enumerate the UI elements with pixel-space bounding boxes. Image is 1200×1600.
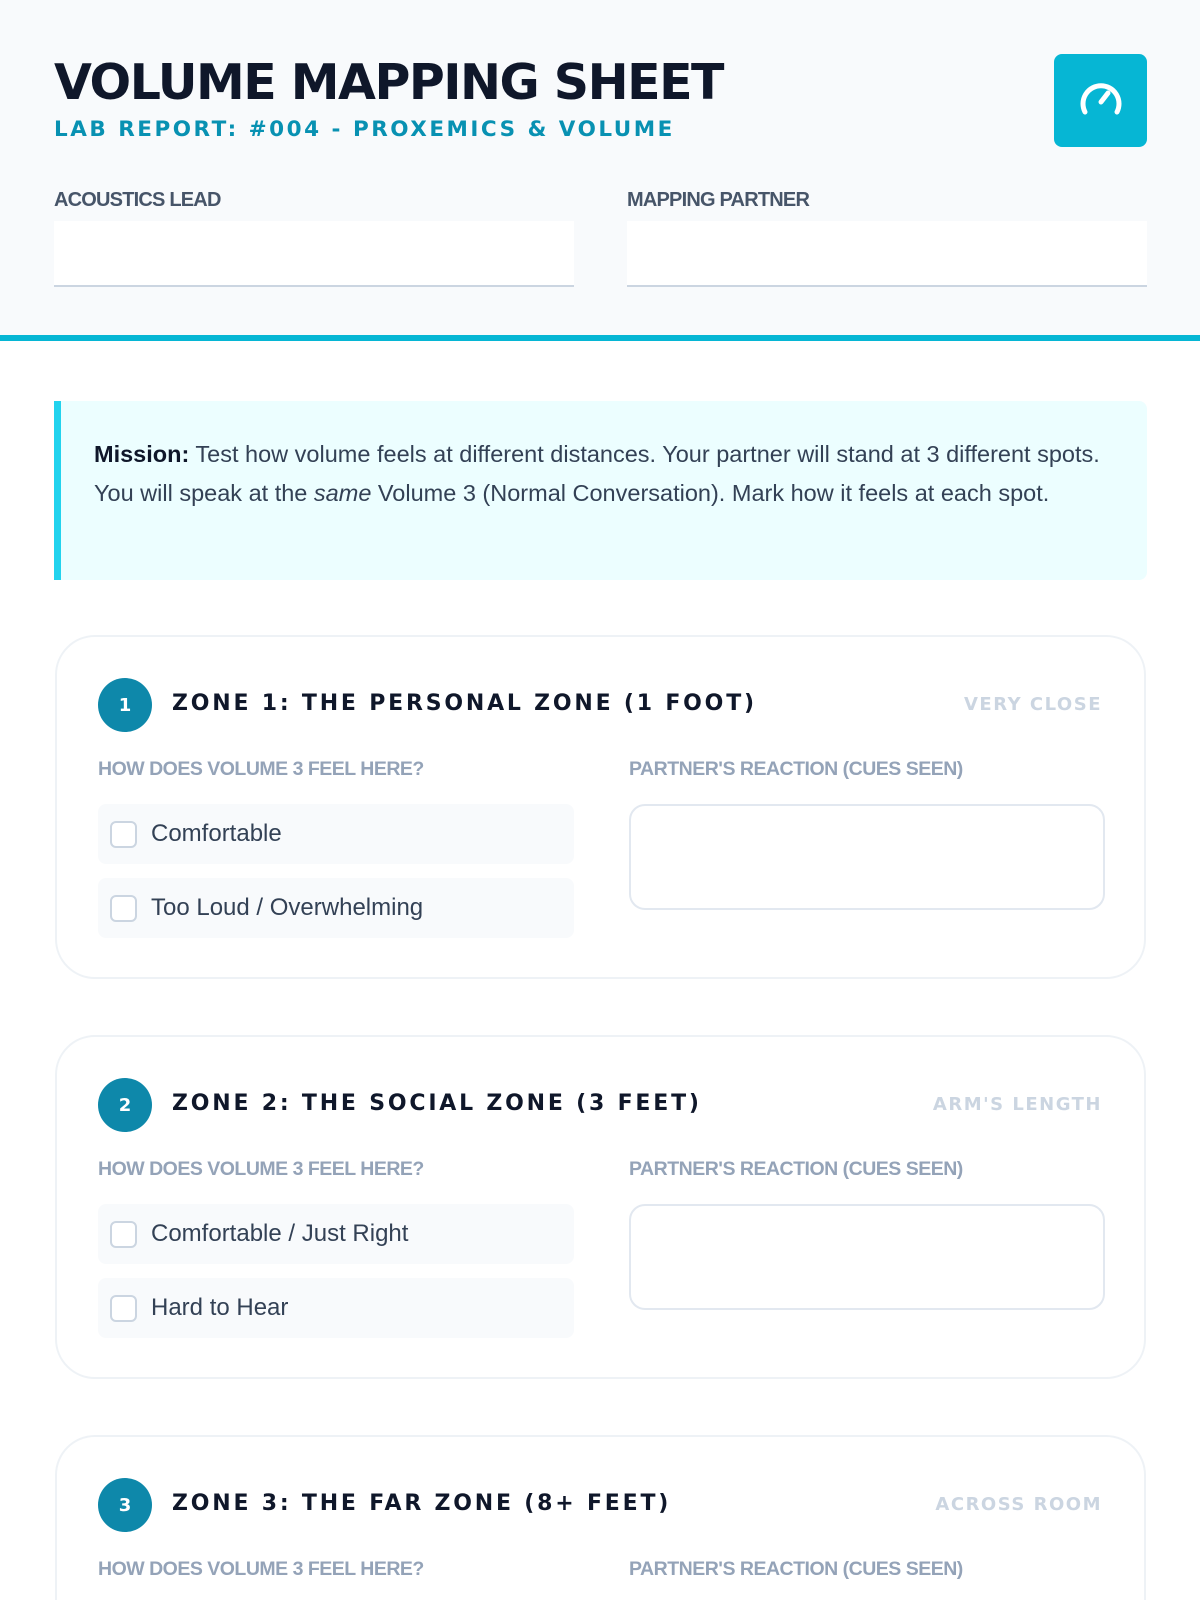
zone-title: ZONE 1: THE PERSONAL ZONE (1 FOOT) — [172, 691, 757, 716]
option-just-right[interactable] — [98, 1204, 574, 1264]
option-label: Comfortable / Just Right — [151, 1220, 409, 1247]
mission-emphasis: same — [313, 479, 372, 506]
checkbox[interactable] — [110, 821, 137, 848]
checkbox[interactable] — [110, 1295, 137, 1322]
partner-reaction-label: PARTNER'S REACTION (CUES SEEN) — [629, 758, 963, 780]
zone-number-badge: 2 — [98, 1078, 152, 1132]
mission-label: Mission: — [94, 441, 190, 467]
option-hard-to-hear[interactable] — [98, 1278, 574, 1338]
page-title: VOLUME MAPPING SHEET — [54, 54, 723, 111]
zone-number-badge: 1 — [98, 678, 152, 732]
volume-question-label: HOW DOES VOLUME 3 FEEL HERE? — [98, 1158, 424, 1180]
option-label: Hard to Hear — [151, 1294, 289, 1321]
zone-card-3 — [55, 1435, 1146, 1600]
option-label: Comfortable — [151, 820, 282, 847]
zone-card-1 — [55, 635, 1146, 979]
acoustics-lead-label: ACOUSTICS LEAD — [54, 189, 221, 211]
zone-distance-tag: VERY CLOSE — [963, 694, 1102, 715]
option-comfortable[interactable] — [98, 804, 574, 864]
partner-reaction-input[interactable] — [629, 1204, 1105, 1310]
partner-reaction-input[interactable] — [629, 804, 1105, 910]
option-too-loud[interactable] — [98, 878, 574, 938]
checkbox[interactable] — [110, 895, 137, 922]
page-subtitle: LAB REPORT: #004 - PROXEMICS & VOLUME — [54, 117, 675, 142]
zone-title: ZONE 2: THE SOCIAL ZONE (3 FEET) — [172, 1091, 702, 1116]
checkbox[interactable] — [110, 1221, 137, 1248]
zone-distance-tag: ARM'S LENGTH — [932, 1094, 1102, 1115]
acoustics-lead-field[interactable] — [54, 221, 574, 287]
zone-card-2 — [55, 1035, 1146, 1379]
option-label: Too Loud / Overwhelming — [151, 894, 424, 921]
zone-distance-tag: ACROSS ROOM — [935, 1494, 1102, 1515]
mapping-partner-label: MAPPING PARTNER — [627, 189, 810, 211]
zone-title: ZONE 3: THE FAR ZONE (8+ FEET) — [172, 1491, 672, 1516]
zone-number-badge: 3 — [98, 1478, 152, 1532]
volume-question-label: HOW DOES VOLUME 3 FEEL HERE? — [98, 1558, 424, 1580]
partner-reaction-label: PARTNER'S REACTION (CUES SEEN) — [629, 1158, 963, 1180]
mission-text: Test how volume feels at different distances. Your partner will stand at 3 different spots. You will speak at the — [94, 441, 1100, 506]
partner-reaction-label: PARTNER'S REACTION (CUES SEEN) — [629, 1558, 963, 1580]
speedometer-icon — [1074, 74, 1128, 128]
mission-text-end: Volume 3 (Normal Conversation). Mark how it feels at each spot. — [371, 479, 1050, 506]
logo — [1054, 54, 1147, 147]
volume-question-label: HOW DOES VOLUME 3 FEEL HERE? — [98, 758, 424, 780]
mission-callout — [54, 401, 1147, 580]
mapping-partner-field[interactable] — [627, 221, 1147, 287]
page-header — [0, 0, 1200, 341]
